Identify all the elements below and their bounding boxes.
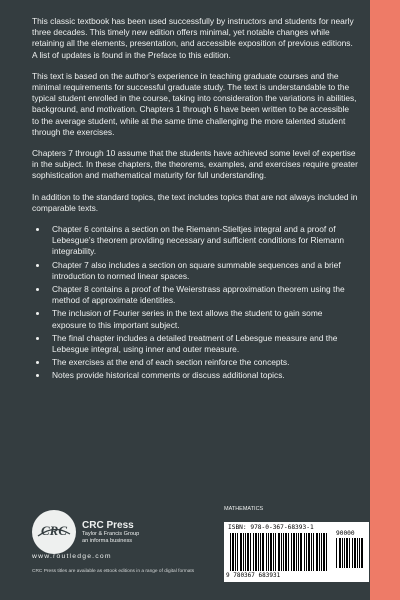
barcode-bar	[260, 533, 261, 571]
barcode-bar	[245, 533, 246, 571]
accent-strip	[370, 0, 400, 600]
barcode-bar	[311, 533, 312, 571]
price-code: 90000	[336, 530, 355, 537]
barcode-bar	[273, 533, 274, 571]
barcode-bar	[283, 533, 284, 571]
publisher-group: Taylor & Francis Group	[82, 530, 140, 537]
crc-logo-svg	[32, 510, 76, 554]
crc-logo-icon	[32, 510, 76, 554]
barcode-bar	[250, 533, 251, 571]
barcode-bar	[266, 533, 267, 571]
website-url: www.routledge.com	[32, 553, 112, 560]
barcode-bar	[349, 538, 350, 568]
barcode-bar	[336, 538, 337, 568]
barcode-bar	[344, 538, 345, 568]
subject-label: MATHEMATICS	[224, 506, 264, 512]
ebook-note: CRC Press titles are available as eBook editions in a range of digital formats	[32, 569, 195, 574]
barcode-bar	[339, 538, 341, 568]
barcode-bar	[253, 533, 254, 571]
barcode-bar	[285, 533, 287, 571]
barcode-bar	[270, 533, 272, 571]
barcode-bar	[281, 533, 282, 571]
publisher-text	[82, 520, 139, 545]
barcode-bar	[293, 533, 295, 571]
barcode-bar	[275, 533, 276, 571]
isbn-text: ISBN: 978-0-367-68393-1	[228, 524, 314, 531]
barcode-bar	[240, 533, 242, 571]
barcode-number: 9 780367 683931	[226, 572, 281, 579]
paragraph: Chapters 7 through 10 assume that the students have achieved some level of expertise in the subject. In these chapters, the theorems, examples, and exercises require greater sophistication and mathematical maturity for full understanding.	[32, 148, 358, 181]
barcode-bar	[291, 533, 292, 571]
barcode-bar	[262, 533, 264, 571]
cover-footer	[32, 506, 368, 596]
barcode-bar	[319, 533, 320, 571]
paragraph: This text is based on the author’s experience in teaching graduate courses and the minimal requirements for successful graduate study. The text is understandable to the typical student enrolled in the course, taking into consideration the variations in abilities, background, and motivation. Chapters 1 through 6 have been written to be accessible to the average student, while at the same time challenging the more talented student through the exercises.	[32, 70, 357, 137]
barcode-bar	[304, 533, 305, 571]
barcode-bar	[326, 533, 327, 571]
barcode-bar	[235, 533, 236, 571]
publisher-tagline: an informa business	[82, 537, 133, 544]
barcode-bar	[255, 533, 257, 571]
barcode-bar	[346, 538, 348, 568]
barcode-bar	[258, 533, 259, 571]
list-item: • The exercises at the end of each section reinforce the concepts.	[48, 357, 358, 368]
barcode-bar	[237, 533, 238, 571]
list-item: • Chapter 8 contains a proof of the Weierstrass approximation theorem using the method of approximate identities.	[48, 284, 358, 306]
barcode-bar	[342, 538, 343, 568]
feature-list	[32, 224, 358, 382]
barcode-bar	[230, 533, 231, 571]
barcode-bar	[288, 533, 289, 571]
list-item: • The final chapter includes a detailed treatment of Lebesgue measure and the Lebesgue integral, using inner and outer measure.	[48, 333, 358, 355]
barcode-bar	[300, 533, 302, 571]
barcode-bar	[321, 533, 322, 571]
list-item: • The inclusion of Fourier series in the text allows the student to gain some exposure to this important subject.	[48, 308, 358, 330]
barcode-bar	[313, 533, 314, 571]
barcode-bar	[247, 533, 249, 571]
publisher-name: CRC Press	[82, 519, 134, 531]
barcode-bar	[361, 538, 363, 568]
barcode-bar	[268, 533, 269, 571]
barcode-bar	[352, 538, 353, 568]
logo-mark-text: CRC	[40, 523, 68, 538]
blurb	[32, 16, 358, 384]
barcode-bars-addon	[336, 538, 364, 568]
barcode-bar	[278, 533, 280, 571]
list-item: • Notes provide historical comments or discuss additional topics.	[48, 370, 358, 381]
publisher-block	[32, 510, 139, 554]
barcode-bar	[243, 533, 244, 571]
barcode-bar	[232, 533, 234, 571]
barcode-bars-main	[230, 533, 330, 571]
list-item: • Chapter 7 also includes a section on square summable sequences and a brief introduction to normed linear spaces.	[48, 260, 358, 282]
paragraph: In addition to the standard topics, the text includes topics that are not always included in comparable texts.	[32, 191, 358, 213]
barcode-bar	[308, 533, 310, 571]
barcode-bar	[354, 538, 356, 568]
paragraph: This classic textbook has been used successfully by instructors and students for nearly three decades. This timely new edition offers minimal, yet notable changes while retaining all the elements, presentation, and accessible exposition of previous editions. A list of updates is found in the Preface to this edition.	[32, 16, 354, 60]
barcode-bar	[298, 533, 299, 571]
barcode-bar	[357, 538, 358, 568]
barcode-bar	[359, 538, 360, 568]
barcode-bar	[323, 533, 325, 571]
isbn-barcode	[224, 522, 369, 582]
list-item: • Chapter 6 contains a section on the Riemann-Stieltjes integral and a proof of Lebesgue’s theorem providing necessary and sufficient conditions for Riemann integrability.	[48, 224, 358, 258]
barcode-bar	[306, 533, 307, 571]
barcode-bar	[296, 533, 297, 571]
barcode-bar	[316, 533, 318, 571]
